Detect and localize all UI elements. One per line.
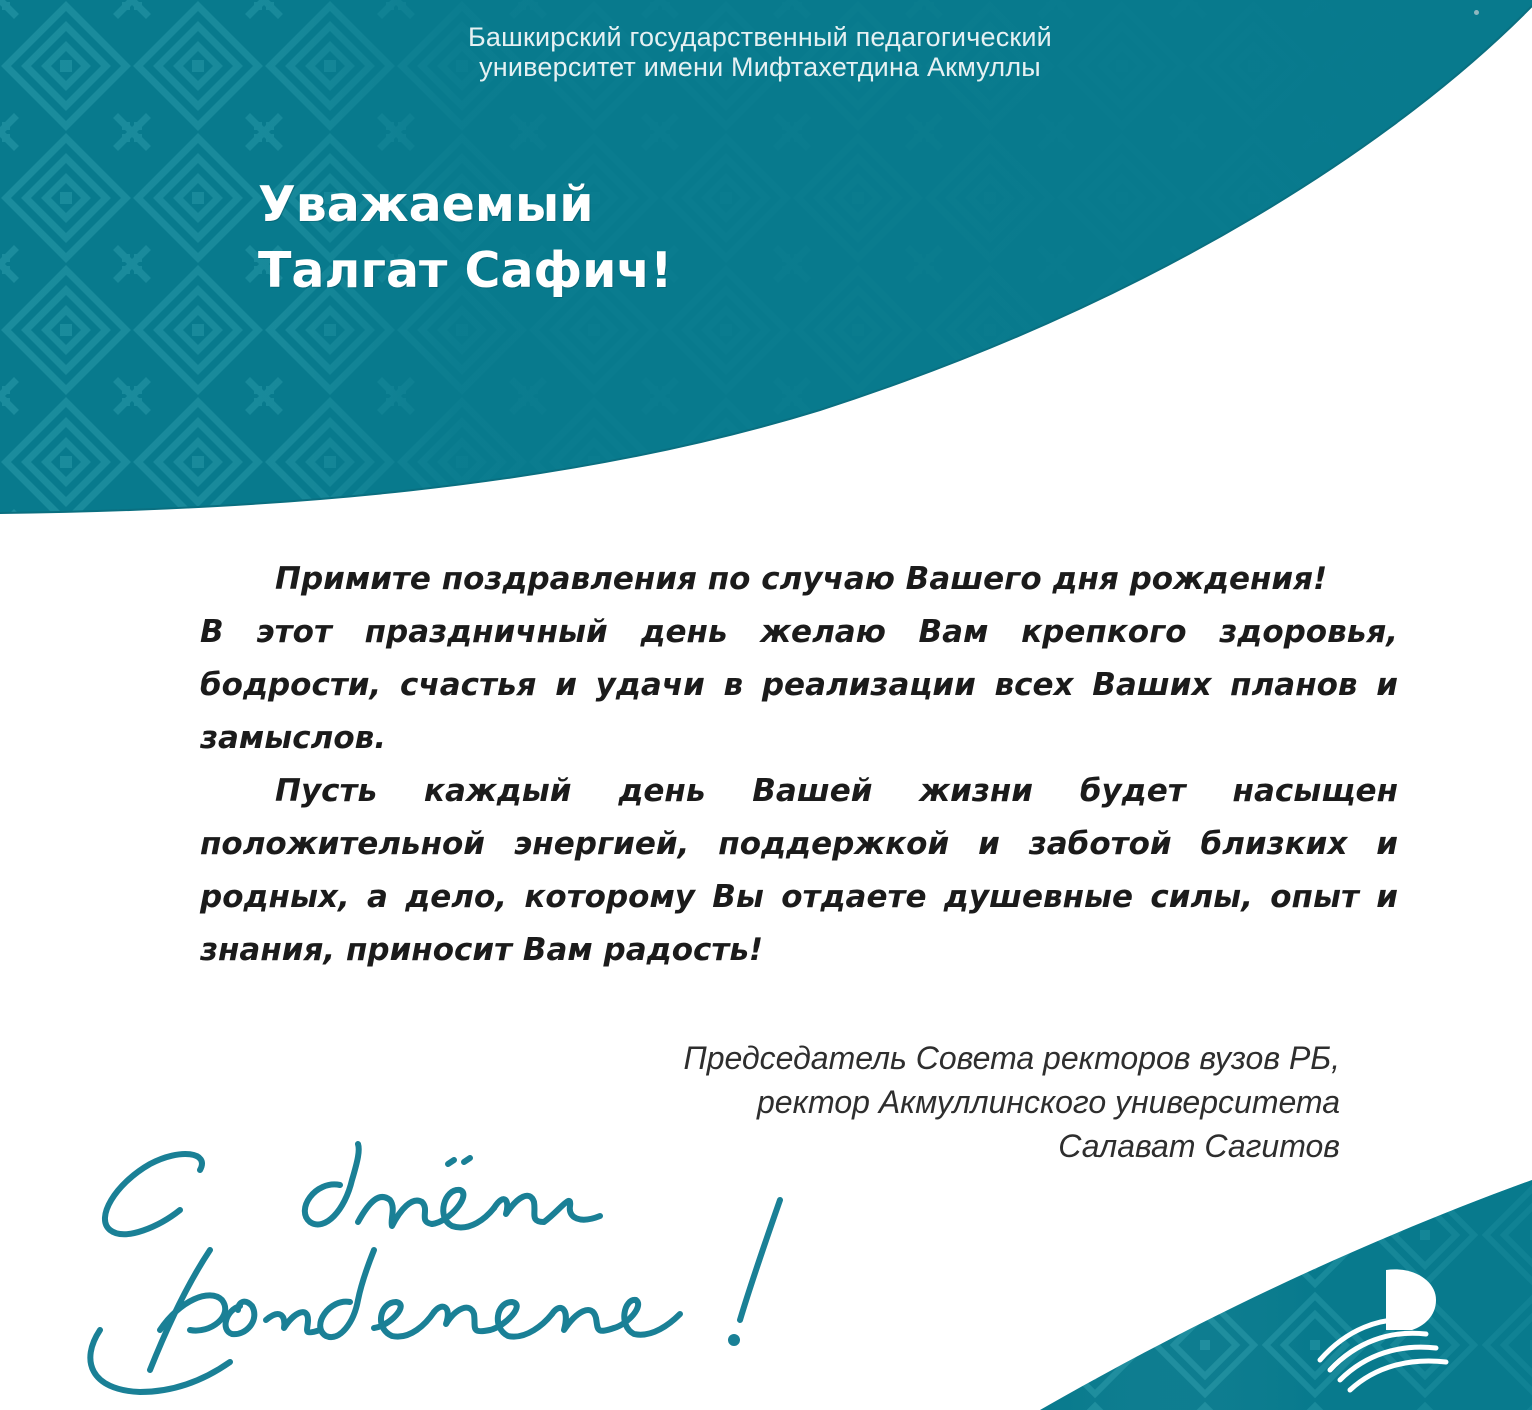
signature-line3: Салават Сагитов	[1058, 1128, 1340, 1164]
greeting-line2: Талгат Сафич!	[258, 242, 673, 299]
handwritten-greeting	[40, 1130, 840, 1400]
signature-line1: Председатель Совета ректоров вузов РБ,	[683, 1040, 1340, 1076]
footer-corner	[1040, 1180, 1532, 1410]
footer-ornament	[1040, 1180, 1532, 1410]
message-body	[200, 553, 1398, 977]
greeting-title	[258, 172, 672, 304]
handwritten-greeting-drawing	[40, 1130, 840, 1400]
signature-line2: ректор Акмуллинского университета	[756, 1084, 1340, 1120]
university-name-line2: университет имени Мифтахетдина Акмуллы	[479, 52, 1041, 82]
university-name-line1: Башкирский государственный педагогический	[468, 22, 1052, 52]
header-band	[0, 0, 1532, 560]
message-paragraph-2: В этот праздничный день желаю Вам крепкого здоровья, бодрости, счастья и удачи в реализации всех Ваших планов и замыслов.	[200, 614, 1398, 756]
message-paragraph-1: Примите поздравления по случаю Вашего дня рождения!	[275, 561, 1328, 597]
corner-dot	[1474, 10, 1479, 15]
greeting-line1: Уважаемый	[258, 176, 594, 233]
header-ornament-pattern	[0, 0, 1532, 560]
message-paragraph-3: Пусть каждый день Вашей жизни будет насыщен положительной энергией, поддержкой и заботой близких и родных, а дело, которому Вы отдаете душевные силы, опыт и знания, приносит Вам радость!	[200, 773, 1398, 968]
university-name	[380, 22, 1140, 82]
